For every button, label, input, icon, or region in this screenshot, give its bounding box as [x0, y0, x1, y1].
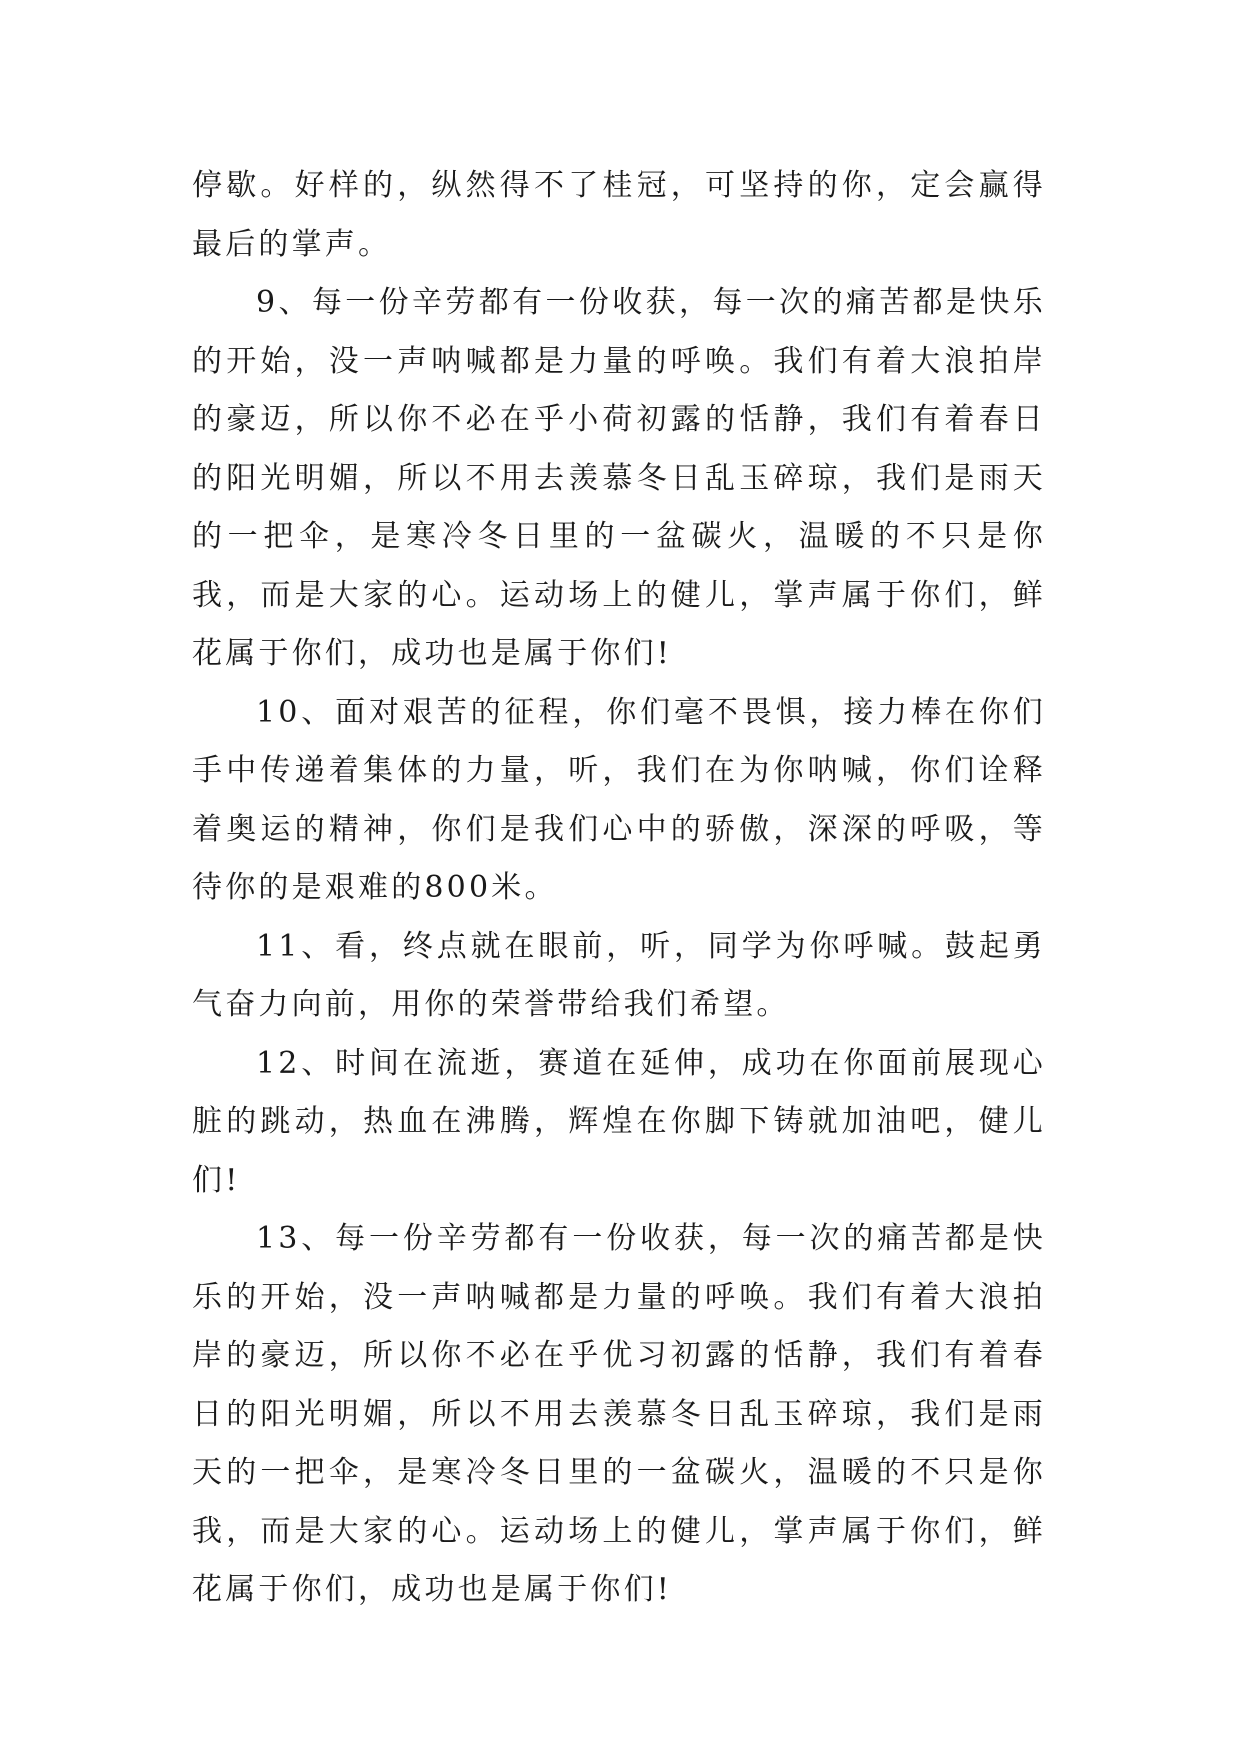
- paragraph-continuation: 停歇。好样的，纵然得不了桂冠，可坚持的你，定会赢得最后的掌声。: [192, 168, 1046, 262]
- paragraph-11: 11、看，终点就在眼前，听，同学为你呼喊。鼓起勇气奋力向前，用你的荣誉带给我们希望。: [192, 928, 1046, 1022]
- paragraph-13: 13、每一份辛劳都有一份收获，每一次的痛苦都是快乐的开始，没一声呐喊都是力量的呼唤。我们有着大浪拍岸的豪迈，所以你不必在乎优习初露的恬静，我们有着春日的阳光明媚，所以不用去羡慕冬日乱玉碎琼，我们是雨天的一把伞，是寒冷冬日里的一盆碳火，温暖的不只是你我，而是大家的心。运动场上的健儿，掌声属于你们，鲜花属于你们，成功也是属于你们!: [192, 1221, 1046, 1607]
- paragraph-10: 10、面对艰苦的征程，你们毫不畏惧，接力棒在你们手中传递着集体的力量，听，我们在为你呐喊，你们诠释着奥运的精神，你们是我们心中的骄傲，深深的呼吸，等待你的是艰难的800米。: [192, 694, 1046, 905]
- paragraph-12: 12、时间在流逝，赛道在延伸，成功在你面前展现心脏的跳动，热血在沸腾，辉煌在你脚下铸就加油吧，健儿们!: [192, 1045, 1046, 1198]
- paragraph-9: 9、每一份辛劳都有一份收获，每一次的痛苦都是快乐的开始，没一声呐喊都是力量的呼唤。我们有着大浪拍岸的豪迈，所以你不必在乎小荷初露的恬静，我们有着春日的阳光明媚，所以不用去羡慕冬日乱玉碎琼，我们是雨天的一把伞，是寒冷冬日里的一盆碳火，温暖的不只是你我，而是大家的心。运动场上的健儿，掌声属于你们，鲜花属于你们，成功也是属于你们!: [192, 285, 1046, 671]
- document-body: [192, 157, 1046, 1620]
